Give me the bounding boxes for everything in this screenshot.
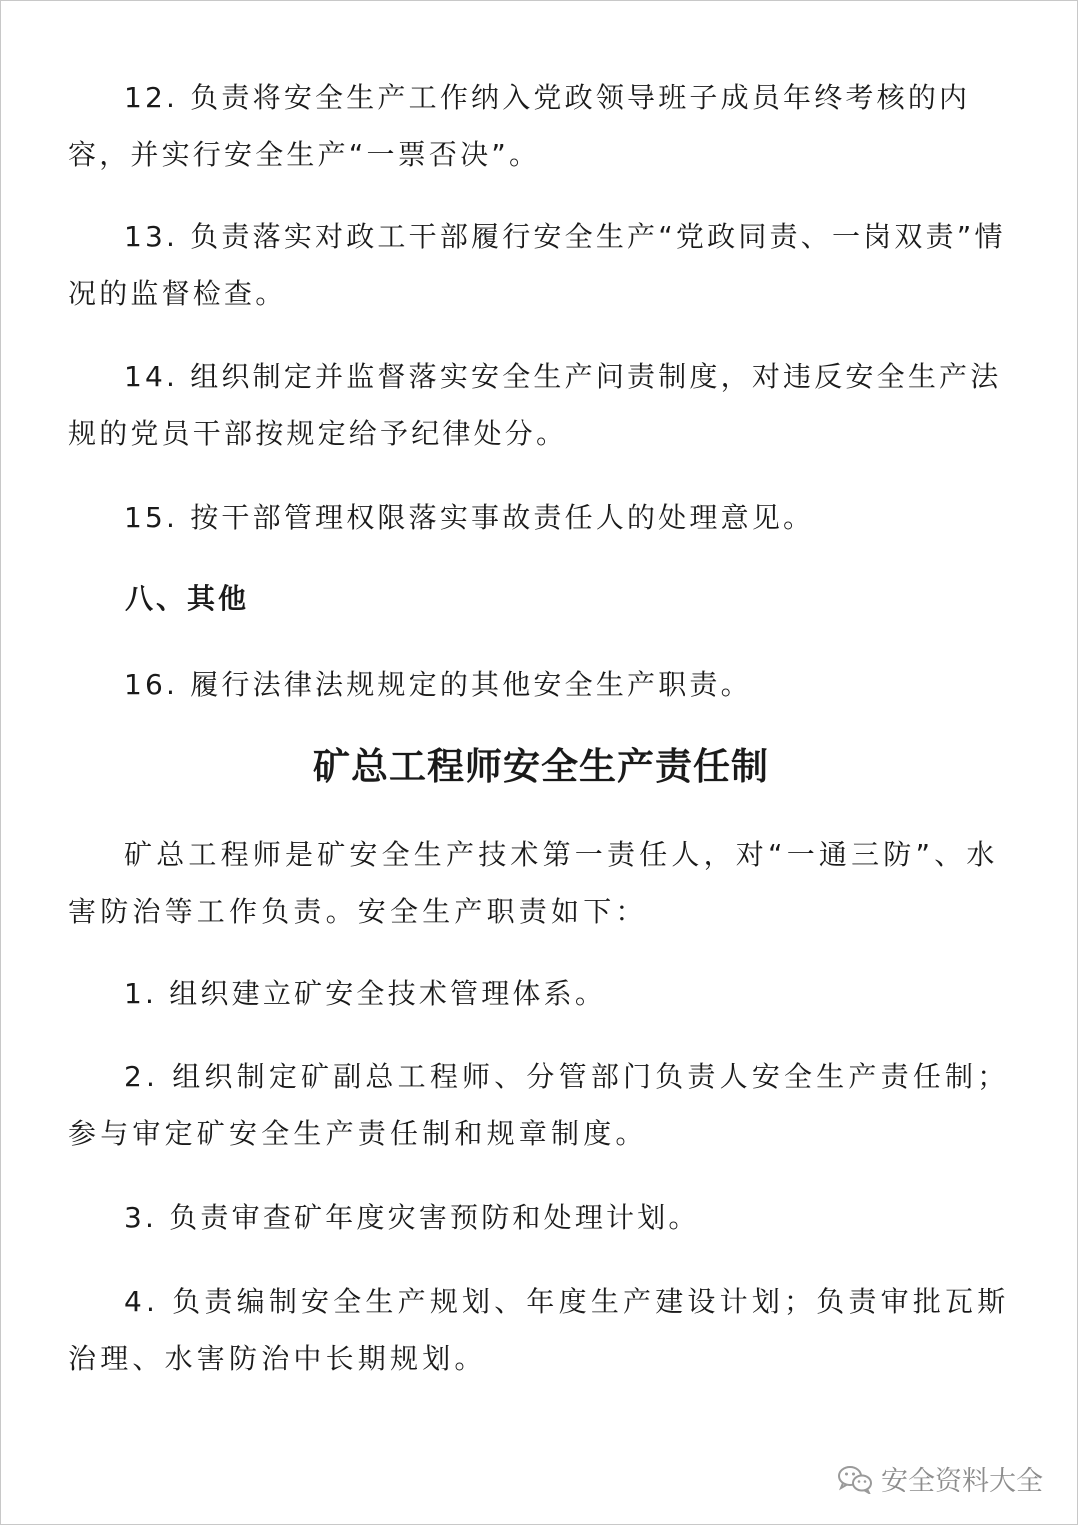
list-item-2: 2. 组织制定矿副总工程师、分管部门负责人安全生产责任制；参与审定矿安全生产责任制和规章制度。 <box>68 1060 1010 1150</box>
paragraph-item-16: 16. 履行法律法规规定的其他安全生产职责。 <box>124 668 752 701</box>
list-item-3: 3. 负责审查矿年度灾害预防和处理计划。 <box>124 1201 700 1234</box>
paragraph-item-14: 14. 组织制定并监督落实安全生产问责制度，对违反安全生产法规的党员干部按规定给予纪律处分。 <box>68 360 1002 450</box>
intro-paragraph: 矿总工程师是矿安全生产技术第一责任人，对“一通三防”、水害防治等工作负责。安全生产职责如下： <box>68 838 999 928</box>
list-item-1: 1. 组织建立矿安全技术管理体系。 <box>124 977 607 1010</box>
paragraph-item-15: 15. 按干部管理权限落实事故责任人的处理意见。 <box>124 501 815 534</box>
paragraph-item-13: 13. 负责落实对政工干部履行安全生产“党政同责、一岗双责”情况的监督检查。 <box>68 220 1006 310</box>
section-heading: 八、其他 <box>125 582 250 615</box>
wechat-icon <box>837 1464 873 1494</box>
watermark-text: 安全资料大全 <box>881 1466 1043 1497</box>
watermark <box>837 1459 1043 1498</box>
paragraph-item-12: 12. 负责将安全生产工作纳入党政领导班子成员年终考核的内容，并实行安全生产“一票否决”。 <box>68 81 971 171</box>
document-title: 矿总工程师安全生产责任制 <box>313 745 769 788</box>
list-item-4: 4. 负责编制安全生产规划、年度生产建设计划；负责审批瓦斯治理、水害防治中长期规划。 <box>68 1285 1010 1375</box>
